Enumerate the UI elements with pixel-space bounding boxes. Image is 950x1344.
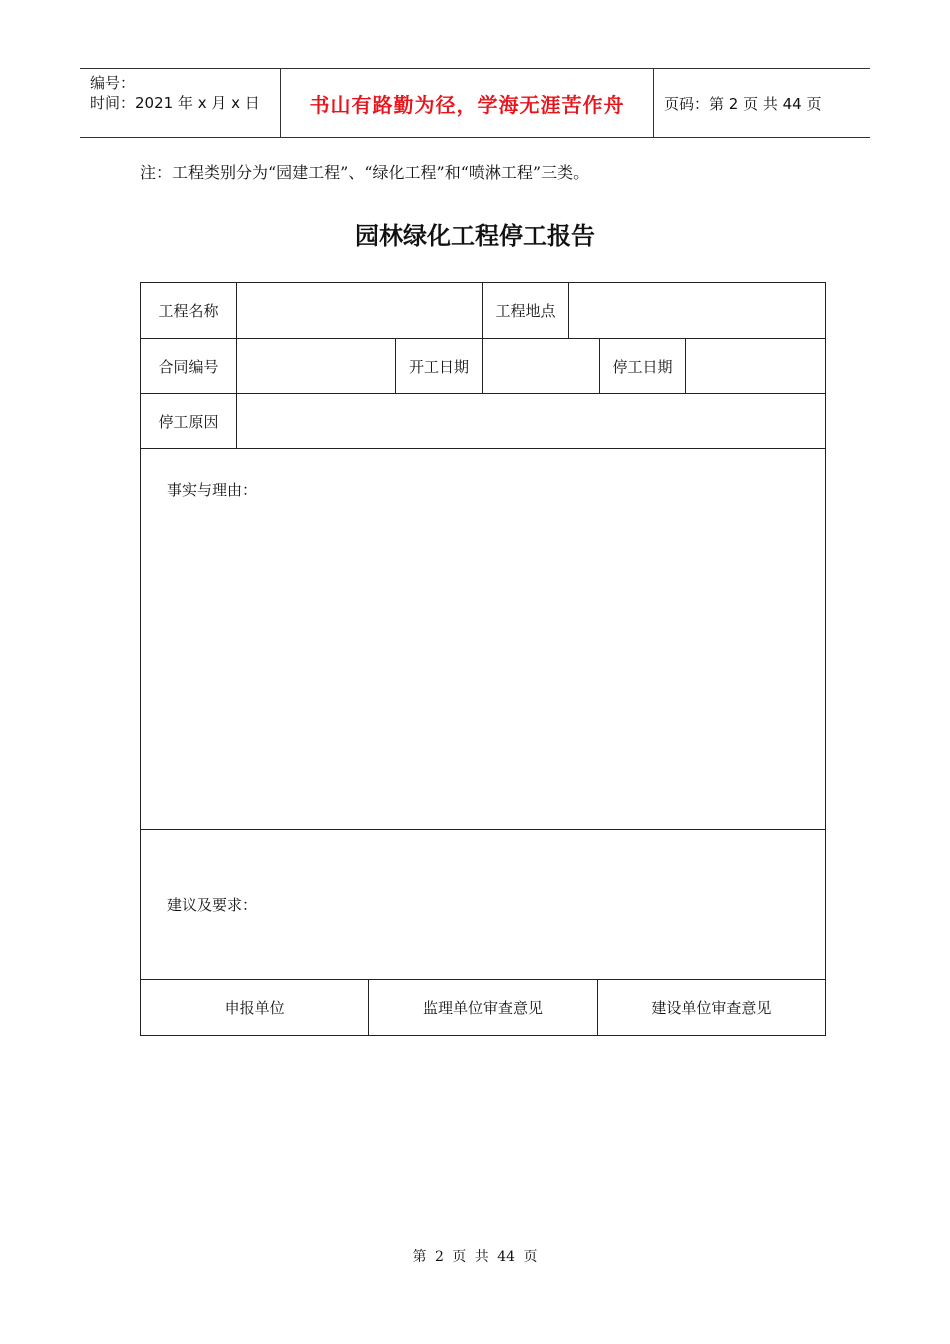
- form-row-signatures: [141, 980, 825, 1035]
- project-location-field[interactable]: [569, 283, 825, 338]
- page-title: 园林绿化工程停工报告: [355, 222, 595, 250]
- project-location-label: 工程地点: [483, 283, 569, 338]
- form-row-reason: [141, 394, 825, 449]
- date-label: 时间：2021 年 x 月 x 日: [90, 94, 260, 112]
- project-name-field[interactable]: [237, 283, 483, 338]
- stop-reason-field[interactable]: [237, 394, 825, 448]
- applicant-cell[interactable]: 申报单位: [141, 980, 369, 1035]
- facts-section[interactable]: [141, 449, 825, 830]
- start-date-label: 开工日期: [396, 339, 483, 393]
- project-name-label: 工程名称: [141, 283, 237, 338]
- number-label: 编号：: [90, 74, 136, 92]
- stop-reason-label: 停工原因: [141, 394, 237, 448]
- suggestions-label: 建议及要求：: [167, 896, 258, 914]
- facts-label: 事实与理由：: [167, 481, 258, 499]
- supervisor-opinion-cell[interactable]: 监理单位审查意见: [369, 980, 597, 1035]
- header-page-cell: [654, 69, 870, 137]
- motto: 书山有路勤为径，学海无涯苦作舟: [309, 92, 625, 117]
- form-row-project: [141, 283, 825, 339]
- stop-report-form: [140, 282, 826, 1036]
- page-footer: 第 2 页 共 44 页: [412, 1249, 538, 1265]
- header-meta: [80, 69, 281, 137]
- page-header: [80, 68, 870, 138]
- stop-date-field[interactable]: [686, 339, 825, 393]
- header-motto-cell: [281, 69, 654, 137]
- owner-opinion-cell[interactable]: 建设单位审查意见: [651, 999, 772, 1017]
- category-note: 注：工程类别分为“园建工程”、“绿化工程”和“喷淋工程”三类。: [140, 163, 590, 182]
- page-label: 页码：第 2 页 共 44 页: [664, 94, 822, 113]
- form-row-dates: [141, 339, 825, 394]
- suggestions-section[interactable]: [141, 830, 825, 980]
- start-date-field[interactable]: [483, 339, 600, 393]
- contract-no-label: 合同编号: [141, 339, 237, 393]
- stop-date-label: 停工日期: [600, 339, 686, 393]
- contract-no-field[interactable]: [237, 339, 396, 393]
